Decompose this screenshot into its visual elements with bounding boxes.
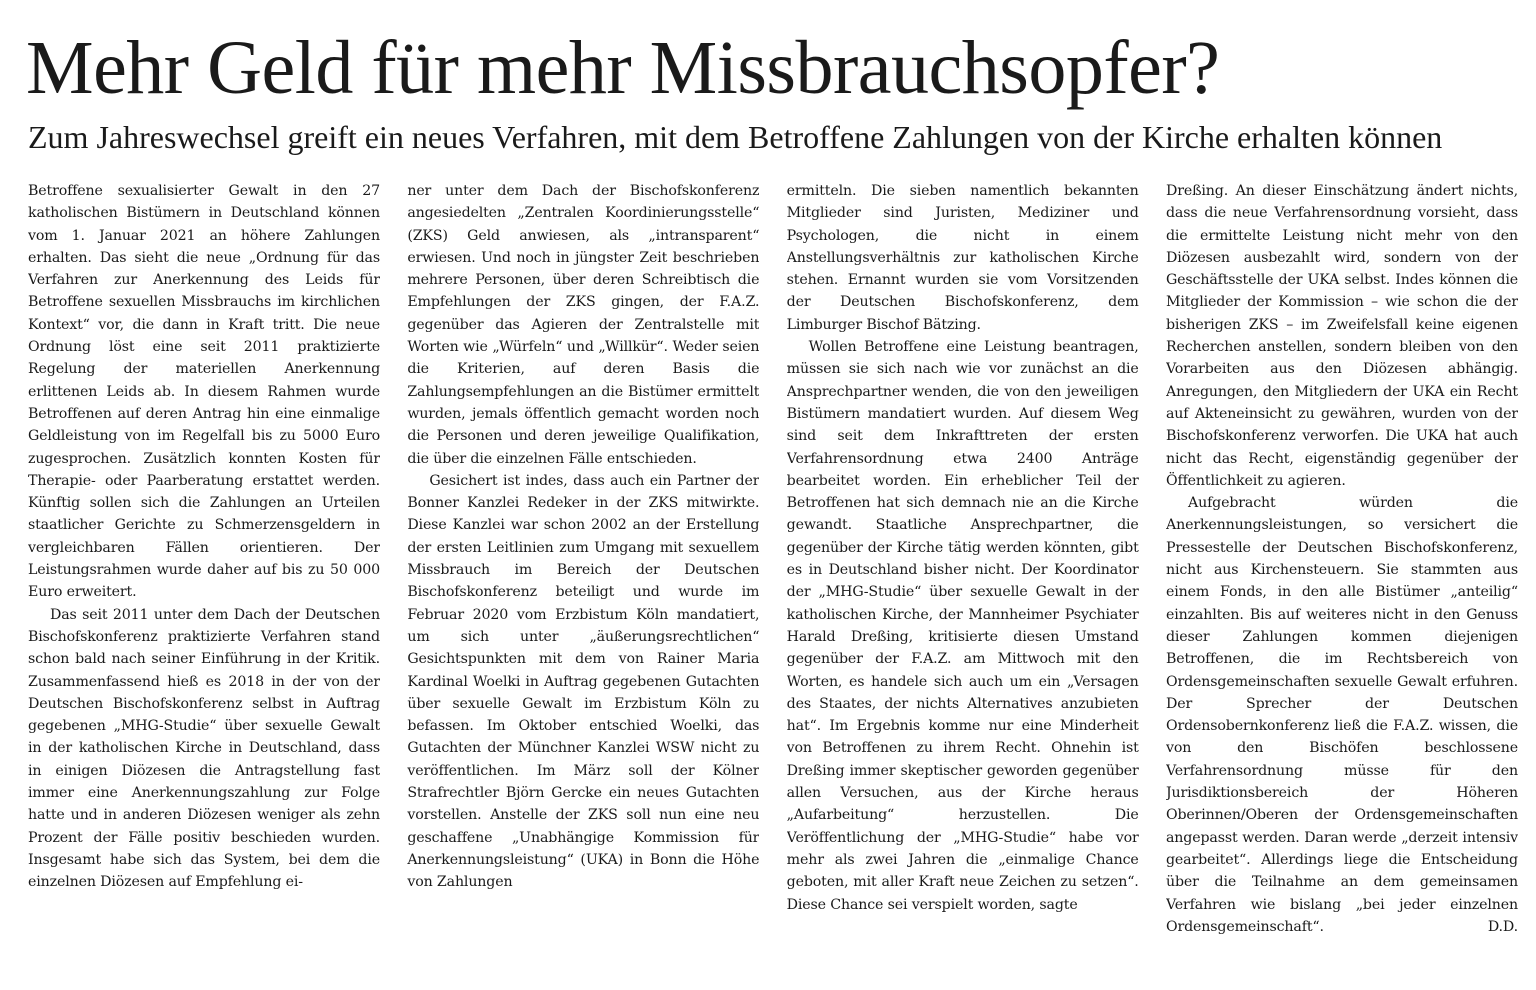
paragraph: ermitteln. Die sieben namentlich bekannten Mitglieder sind Juristen, Mediziner und Psychologen, die nicht in einem Anstellungsverhältnis zur katholischen Kirche stehen. Ernannt wurden sie vom Vorsitzenden der Deutschen Bischofskonferenz, dem Limburger Bischof Bätzing. — [786, 183, 1139, 333]
paragraph: ner unter dem Dach der Bischofskonferenz angesiedelten „Zentralen Koordinierungsstelle“ (ZKS) Geld anwiesen, als „intransparent“ erwiesen. Und noch in jüngster Zeit beschrieben mehrere Personen, über deren Schreibtisch die Empfehlungen der ZKS gingen, der F.A.Z. gegenüber das Agieren der Zentralstelle mit Worten wie „Würfeln“ und „Willkür“. Weder seien die Kriterien, auf deren Basis die Zahlungsempfehlungen an die Bistümer ermittelt wurden, jemals öffentlich gemacht worden noch die Personen und deren jeweilige Qualifikation, die über die einzelnen Fälle entschieden. — [407, 183, 760, 467]
paragraph-text: Aufgebracht würden die Anerkennungsleistungen, so versichert die Pressestelle der Deutschen Bischofskonferenz, nicht aus Kirchensteuern. Sie stammten aus einem Fonds, in den alle Bistümer „anteilig“ einzahlten. Bis auf weiteres nicht in den Genuss dieser Zahlungen kommen diejenigen Betroffenen, die im Rechtsbereich von Ordensgemeinschaften sexuelle Gewalt erfuhren. Der Sprecher der Deutschen Ordensobernkonferenz ließ die F.A.Z. wissen, die von den Bischöfen beschlossene Verfahrensordnung müsse für den Jurisdiktionsbereich der Höheren Oberinnen/Oberen der Ordensgemeinschaften angepasst werden. Daran werde „derzeit intensiv gearbeitet“. Allerdings liege die Entscheidung über die Teilnahme an dem gemeinsamen Verfahren wie bislang „bei jeder einzelnen Ordensgemeinschaft“. — [1165, 495, 1518, 935]
paragraph: Dreßing. An dieser Einschätzung ändert nichts, dass die neue Verfahrensordnung vorsieht, dass die ermittelte Leistung nicht mehr von den Diözesen ausbezahlt wird, sondern von der Geschäftsstelle der UKA selbst. Indes können die Mitglieder der Kommission – wie schon die der bisherigen ZKS – im Zweifelsfall keine eigenen Recherchen anstellen, sondern bleiben von den Vorarbeiten aus den Diözesen abhängig. Anregungen, den Mitgliedern der UKA ein Recht auf Akteneinsicht zu gewähren, wurden von der Bischofskonferenz verworfen. Die UKA hat auch nicht das Recht, eigenständig gegenüber der Öffentlichkeit zu agieren. — [1165, 183, 1518, 489]
author-signoff: D.D. — [1487, 918, 1518, 935]
paragraph: Betroffene sexualisierter Gewalt in den 27 katholischen Bistümern in Deutschland können vom 1. Januar 2021 an höhere Zahlungen erhalten. Das sieht die neue „Ordnung für das Verfahren zur Anerkennung des Leids für Betroffene sexuellen Missbrauchs im kirchlichen Kontext“ vor, die dann in Kraft tritt. Die neue Ordnung löst eine seit 2011 praktizierte Regelung der materiellen Anerkennung erlittenen Leids ab. In diesem Rahmen wurde Betroffenen auf deren Antrag hin eine einmalige Geldleistung von im Regelfall bis zu 5000 Euro zugesprochen. Zusätzlich konnten Kosten für Therapie- oder Paarberatung erstattet werden. Künftig sollen sich die Zahlungen an Urteilen staatlicher Gerichte zu Schmerzensgeldern in vergleichbaren Fällen orientieren. Der Leistungsrahmen wurde daher auf bis zu 50 000 Euro erweitert. — [28, 183, 380, 601]
article-columns — [28, 180, 1518, 980]
paragraph — [1166, 492, 1518, 938]
paragraph: Gesichert ist indes, dass auch ein Partner der Bonner Kanzlei Redeker in der ZKS mitwirkte. Diese Kanzlei war schon 2002 an der Erstellung der ersten Leitlinien zum Umgang mit sexuellem Missbrauch im Bereich der Deutschen Bischofskonferenz beteiligt und wurde im Februar 2020 vom Erzbistum Köln mandatiert, um sich unter „äußerungsrechtlichen“ Gesichtspunkten mit dem von Rainer Maria Kardinal Woelki in Auftrag gegebenen Gutachten über sexuelle Gewalt im Erzbistum Köln zu befassen. Im Oktober entschied Woelki, das Gutachten der Münchner Kanzlei WSW nicht zu veröffentlichen. Im März soll der Kölner Strafrechtler Björn Gercke ein neues Gutachten vorstellen. Anstelle der ZKS soll nun eine neu geschaffene „Unabhängige Kommission für Anerkennungsleistung“ (UKA) in Bonn die Höhe von Zahlungen — [407, 472, 760, 891]
subheadline: Zum Jahreswechsel greift ein neues Verfahren, mit dem Betroffene Zahlungen von der Kirche erhalten können — [28, 119, 1443, 155]
column-4 — [1166, 180, 1518, 980]
headline: Mehr Geld für mehr Missbrauchsopfer? — [26, 26, 1220, 110]
paragraph: Das seit 2011 unter dem Dach der Deutschen Bischofskonferenz praktizierte Verfahren stand schon bald nach seiner Einführung in der Kritik. Zusammenfassend hieß es 2018 in der von der Deutschen Bischofskonferenz selbst in Auftrag gegebenen „MHG-Studie“ über sexuelle Gewalt in der katholischen Kirche in Deutschland, dass in einigen Diözesen die Antragstellung fast immer eine Anerkennungszahlung zur Folge hatte und in anderen Diözesen weniger als zehn Prozent der Fälle positiv beschieden wurden. Insgesamt habe sich das System, bei dem die einzelnen Diözesen auf Empfehlung ei- — [28, 606, 380, 891]
column-2 — [407, 180, 759, 980]
column-1 — [28, 180, 380, 980]
paragraph: Wollen Betroffene eine Leistung beantragen, müssen sie sich nach wie vor zunächst an die Ansprechpartner wenden, die von den jeweiligen Bistümern mandatiert wurden. Auf diesem Weg sind seit dem Inkrafttreten der ersten Verfahrensordnung etwa 2400 Anträge bearbeitet worden. Ein erheblicher Teil der Betroffenen hat sich demnach nie an die Kirche gewandt. Staatliche Ansprechpartner, die gegenüber der Kirche tätig werden könnten, gibt es in Deutschland bisher nicht. Der Koordinator der „MHG-Studie“ über sexuelle Gewalt in der katholischen Kirche, der Mannheimer Psychiater Harald Dreßing, kritisierte diesen Umstand gegenüber der F.A.Z. am Mittwoch mit den Worten, es handele sich auch um ein „Versagen des Staates, der nichts Alternatives anzubieten hat“. Im Ergebnis komme nur eine Minderheit von Betroffenen zu ihrem Recht. Ohnehin ist Dreßing immer skeptischer geworden gegenüber allen Versuchen, aus der Kirche heraus „Aufarbeitung“ herzustellen. Die Veröffentlichung der „MHG-Studie“ habe vor mehr als zwei Jahren die „einmalige Chance geboten, mit aller Kraft neue Zeichen zu setzen“. Diese Chance sei verspielt worden, sagte — [786, 339, 1139, 913]
column-3 — [787, 180, 1139, 980]
